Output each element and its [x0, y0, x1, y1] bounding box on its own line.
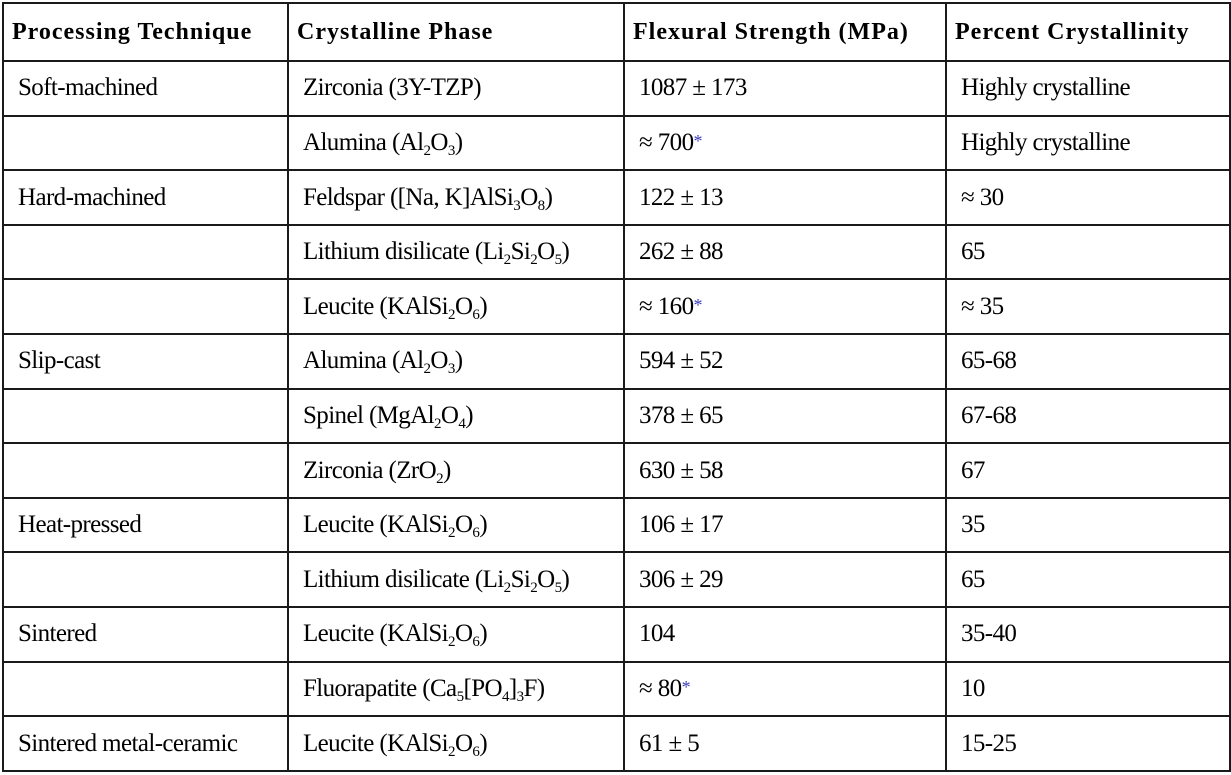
table-body	[3, 61, 1230, 771]
phase-text: O	[430, 347, 448, 375]
phase-subscript: 2	[434, 415, 441, 432]
cell-percent-crystallinity: 67	[946, 443, 1230, 498]
phase-text: O	[454, 620, 473, 648]
phase-subscript: 2	[503, 252, 511, 269]
strength-value: ≈ 700	[639, 128, 694, 156]
cell-processing-technique	[3, 552, 288, 607]
phase-subscript: 2	[423, 142, 431, 159]
phase-text: )	[443, 456, 451, 484]
cell-flexural-strength	[624, 552, 946, 607]
strength-value: 378 ± 65	[639, 401, 723, 429]
phase-subscript: 8	[537, 197, 545, 214]
phase-text: O	[454, 511, 473, 539]
cell-flexural-strength	[624, 225, 946, 280]
cell-crystalline-phase	[288, 279, 624, 334]
phase-text: [PO	[463, 675, 502, 702]
phase-text: Leucite (KAlSi	[303, 729, 449, 757]
cell-flexural-strength	[624, 716, 946, 771]
phase-subscript: 6	[472, 634, 480, 651]
strength-value: 122 ± 13	[639, 183, 723, 211]
cell-flexural-strength	[624, 498, 946, 553]
cell-flexural-strength	[624, 61, 946, 116]
phase-text: )	[479, 292, 488, 320]
cell-flexural-strength	[624, 116, 946, 171]
cell-crystalline-phase	[288, 662, 624, 717]
phase-subscript: 4	[458, 415, 466, 432]
cell-flexural-strength	[624, 389, 946, 444]
strength-value: 306 ± 29	[639, 565, 723, 593]
phase-text: O	[454, 292, 473, 320]
phase-text: Feldspar ([Na, K]AlSi	[303, 183, 514, 211]
footnote-asterisk: *	[681, 677, 690, 697]
phase-subscript: 3	[447, 361, 455, 378]
cell-percent-crystallinity: Highly crystalline	[946, 116, 1230, 171]
strength-value: ≈ 160	[639, 292, 694, 320]
cell-flexural-strength	[624, 662, 946, 717]
strength-value: 1087 ± 173	[639, 74, 747, 102]
phase-text: )	[479, 620, 488, 648]
phase-text: )	[454, 128, 463, 156]
phase-text: Lithium disilicate (Li	[303, 238, 504, 266]
phase-text: O	[440, 401, 459, 429]
cell-processing-technique	[3, 225, 288, 280]
table-row	[3, 443, 1230, 498]
phase-subscript: 2	[448, 634, 455, 651]
cell-processing-technique: Slip-cast	[3, 334, 288, 389]
phase-text: Lithium disilicate (Li	[303, 565, 504, 593]
table-row	[3, 552, 1230, 607]
cell-flexural-strength	[624, 607, 946, 662]
phase-text: Zirconia (ZrO	[303, 456, 437, 484]
phase-text: Si	[510, 565, 531, 593]
footnote-asterisk: *	[693, 130, 702, 151]
phase-text: )	[479, 729, 488, 757]
header-flexural-strength: Flexural Strength (MPa)	[624, 3, 946, 61]
cell-crystalline-phase	[288, 334, 624, 389]
cell-percent-crystallinity: 65-68	[946, 334, 1230, 389]
phase-subscript: 3	[447, 142, 455, 159]
cell-processing-technique: Heat-pressed	[3, 498, 288, 553]
phase-subscript: 2	[423, 361, 431, 378]
phase-subscript: 2	[448, 525, 455, 542]
cell-crystalline-phase	[288, 170, 624, 225]
phase-subscript: 2	[530, 579, 538, 596]
table-row	[3, 716, 1230, 771]
cell-percent-crystallinity: 67-68	[946, 389, 1230, 444]
cell-crystalline-phase	[288, 443, 624, 498]
cell-crystalline-phase	[288, 498, 624, 553]
table-row	[3, 389, 1230, 444]
cell-flexural-strength	[624, 279, 946, 334]
phase-text: Zirconia (3Y-TZP)	[303, 74, 481, 102]
table-row	[3, 334, 1230, 389]
cell-flexural-strength	[624, 170, 946, 225]
cell-processing-technique	[3, 662, 288, 717]
phase-text: )	[479, 511, 488, 539]
phase-subscript: 5	[554, 579, 562, 596]
strength-value: 262 ± 88	[639, 238, 723, 266]
phase-subscript: 3	[516, 689, 524, 705]
phase-subscript: 6	[472, 525, 480, 542]
cell-processing-technique	[3, 116, 288, 171]
phase-subscript: 2	[436, 470, 444, 487]
cell-flexural-strength	[624, 443, 946, 498]
properties-table	[2, 2, 1231, 772]
phase-subscript: 2	[448, 306, 455, 323]
phase-subscript: 6	[472, 743, 480, 760]
cell-crystalline-phase	[288, 552, 624, 607]
phase-subscript: 2	[448, 743, 455, 760]
cell-percent-crystallinity: 35-40	[946, 607, 1230, 662]
strength-value: 61 ± 5	[639, 729, 700, 757]
phase-text: )	[544, 183, 553, 211]
phase-text: O	[537, 565, 555, 593]
table-row	[3, 498, 1230, 553]
phase-subscript: 2	[503, 579, 511, 596]
cell-crystalline-phase	[288, 61, 624, 116]
table-row	[3, 61, 1230, 116]
header-crystalline-phase: Crystalline Phase	[288, 3, 624, 61]
phase-text: )	[561, 565, 570, 593]
cell-percent-crystallinity: 15-25	[946, 716, 1230, 771]
cell-crystalline-phase	[288, 716, 624, 771]
cell-processing-technique: Soft-machined	[3, 61, 288, 116]
cell-processing-technique	[3, 279, 288, 334]
cell-processing-technique	[3, 443, 288, 498]
cell-flexural-strength	[624, 334, 946, 389]
phase-text: Alumina (Al	[303, 347, 424, 375]
cell-processing-technique	[3, 389, 288, 444]
cell-crystalline-phase	[288, 116, 624, 171]
table-row	[3, 225, 1230, 280]
header-percent-crystallinity: Percent Crystallinity	[946, 3, 1230, 61]
phase-text: Leucite (KAlSi	[303, 620, 449, 648]
table-row	[3, 116, 1230, 171]
phase-text: Fluorapatite (Ca	[303, 675, 457, 702]
cell-processing-technique: Sintered metal-ceramic	[3, 716, 288, 771]
strength-value: ≈ 80	[639, 675, 682, 702]
cell-percent-crystallinity: Highly crystalline	[946, 61, 1230, 116]
table-row	[3, 170, 1230, 225]
phase-text: )	[561, 238, 570, 266]
phase-subscript: 6	[472, 306, 480, 323]
strength-value: 104	[639, 620, 675, 648]
cell-percent-crystallinity: 65	[946, 552, 1230, 607]
phase-subscript: 5	[456, 689, 464, 705]
cell-percent-crystallinity: 35	[946, 498, 1230, 553]
phase-text: Leucite (KAlSi	[303, 511, 449, 539]
header-processing-technique: Processing Technique	[3, 3, 288, 61]
phase-text: Leucite (KAlSi	[303, 292, 449, 320]
phase-text: )	[454, 347, 463, 375]
phase-text: O	[537, 238, 555, 266]
cell-processing-technique: Sintered	[3, 607, 288, 662]
cell-percent-crystallinity: ≈ 30	[946, 170, 1230, 225]
phase-text: O	[454, 729, 473, 757]
phase-text: O	[430, 128, 448, 156]
footnote-asterisk: *	[693, 294, 702, 315]
table-row	[3, 607, 1230, 662]
phase-text: )	[465, 401, 474, 429]
cell-crystalline-phase	[288, 389, 624, 444]
cell-crystalline-phase	[288, 225, 624, 280]
phase-text: Alumina (Al	[303, 128, 424, 156]
cell-crystalline-phase	[288, 607, 624, 662]
phase-text: O	[520, 183, 538, 211]
phase-text: Si	[510, 238, 531, 266]
table-row	[3, 279, 1230, 334]
table-header	[3, 3, 1230, 61]
cell-percent-crystallinity: 65	[946, 225, 1230, 280]
phase-subscript: 3	[513, 197, 521, 214]
strength-value: 106 ± 17	[639, 511, 723, 539]
phase-text: Spinel (MgAl	[303, 401, 434, 429]
phase-subscript: 5	[554, 252, 562, 269]
table-row	[3, 662, 1230, 717]
strength-value: 594 ± 52	[639, 347, 723, 375]
phase-subscript: 2	[530, 252, 538, 269]
header-row	[3, 3, 1230, 61]
phase-subscript: 4	[501, 689, 509, 705]
phase-text: ]	[508, 675, 517, 702]
cell-percent-crystallinity: ≈ 35	[946, 279, 1230, 334]
strength-value: 630 ± 58	[639, 456, 723, 484]
cell-processing-technique: Hard-machined	[3, 170, 288, 225]
cell-percent-crystallinity: 10	[946, 662, 1230, 717]
phase-text: F)	[523, 675, 545, 702]
